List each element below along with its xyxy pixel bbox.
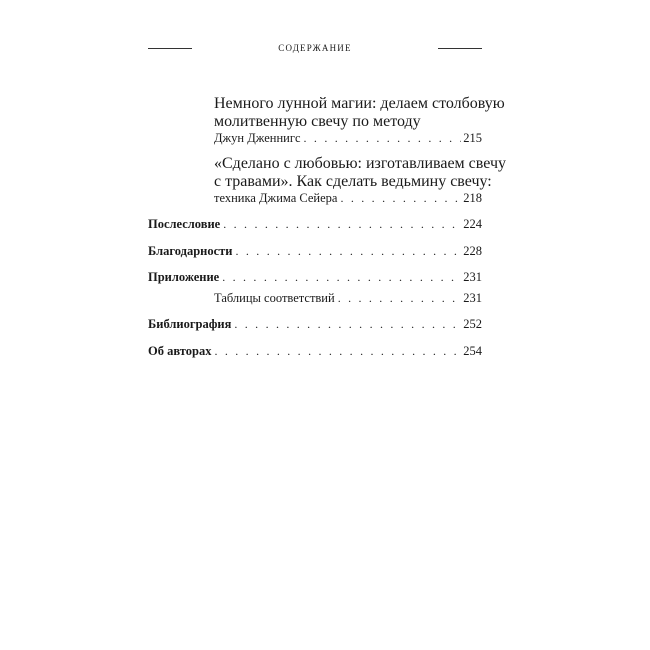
toc-subentry-line: «Сделано с любовью: изготавливаем свечу <box>214 154 506 172</box>
toc-subentry-line: Немного лунной магии: делаем столбовую <box>214 95 505 112</box>
header-rule-right <box>438 48 482 49</box>
toc-page-number: 252 <box>463 317 482 331</box>
toc-entry-label: Библиография <box>148 317 232 331</box>
toc-leader-dots <box>222 270 461 285</box>
toc-subentry-last-line <box>214 191 482 206</box>
toc-subentry-herbal-candle <box>148 154 506 206</box>
toc-subentry-line: с травами». Как сделать ведьмину свечу: <box>214 172 492 190</box>
toc-page-number: 231 <box>463 270 482 284</box>
toc-leader-dots <box>338 291 462 306</box>
toc-entry-bibliography <box>148 317 482 332</box>
toc-page-number: 218 <box>463 190 482 205</box>
toc-entry-thanks <box>148 244 482 259</box>
toc-subentry-lunar-magic <box>148 95 505 146</box>
toc-subentry-line: Джун Дженнигс <box>214 131 301 145</box>
toc-leader-dots <box>214 344 461 359</box>
table-of-contents <box>148 95 506 358</box>
toc-entry-afterword <box>148 217 482 232</box>
toc-page-number: 228 <box>463 243 482 258</box>
toc-entry-label: Об авторах <box>148 343 212 358</box>
toc-entry-label: Приложение <box>148 270 220 284</box>
toc-entry-label: Послесловие <box>148 217 221 231</box>
toc-page-number: 215 <box>463 131 482 145</box>
toc-leader-dots <box>304 131 462 146</box>
running-header <box>148 40 482 56</box>
toc-subentry-line: молитвенную свечу по методу <box>214 113 421 130</box>
toc-entry-appendix <box>148 270 482 285</box>
toc-page-number: 231 <box>463 290 482 305</box>
toc-entry-label: Таблицы соответствий <box>214 290 335 305</box>
header-title: СОДЕРЖАНИЕ <box>278 43 352 53</box>
toc-leader-dots <box>236 244 462 259</box>
toc-subentry-tables <box>148 291 482 306</box>
toc-page-number: 254 <box>463 343 482 358</box>
toc-subentry-line: техника Джима Сейера <box>214 190 338 205</box>
toc-entry-label: Благодарности <box>148 243 233 258</box>
toc-subentry-last-line <box>214 131 482 146</box>
toc-leader-dots <box>340 191 461 206</box>
toc-leader-dots <box>223 217 461 232</box>
header-rule-left <box>148 48 192 49</box>
toc-leader-dots <box>234 317 461 332</box>
toc-entry-authors <box>148 344 482 359</box>
toc-page-number: 224 <box>463 217 482 231</box>
